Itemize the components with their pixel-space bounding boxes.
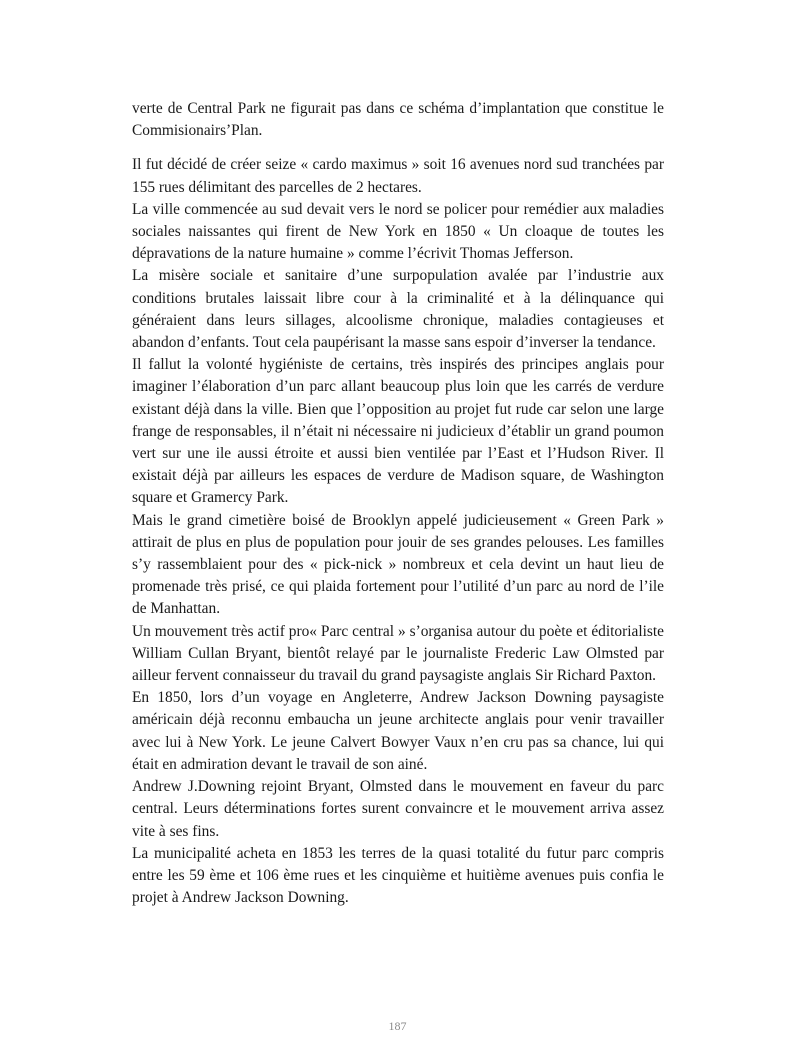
paragraph-6: Mais le grand cimetière boisé de Brooklyn appelé judicieusement « Green Park » attirait de plus en plus de population pour jouir de ses grandes pelouses. Les familles s’y rassemblaient pour des « pick-nick » nombreux et cela devint un haut lieu de promenade très prisé, ce qui plaida fortement pour l’utilité d’un parc au nord de l’ile de Manhattan.: [132, 511, 664, 618]
paragraph-1: verte de Central Park ne figurait pas dans ce schéma d’implantation que constitue le Commisionairs’Plan.: [132, 100, 664, 140]
paragraph-2: Il fut décidé de créer seize « cardo maximus » soit 16 avenues nord sud tranchées par 155 rues délimitant des parcelles de 2 hectares.: [132, 156, 664, 196]
page-number: 187: [388, 1019, 407, 1033]
paragraph-8: En 1850, lors d’un voyage en Angleterre, Andrew Jackson Downing paysagiste américain déjà reconnu embaucha un jeune architecte anglais pour venir travailler avec lui à New York. Le jeune Calvert Bowyer Vaux n’en cru pas sa chance, lui qui était en admiration devant le travail de son ainé.: [132, 689, 664, 773]
page-body: [132, 98, 664, 909]
paragraph-9: Andrew J.Downing rejoint Bryant, Olmsted dans le mouvement en faveur du parc central. Leurs déterminations fortes surent convaincre et le mouvement arriva assez vite à ses fins.: [132, 778, 664, 840]
paragraph-3: La ville commencée au sud devait vers le nord se policer pour remédier aux maladies sociales naissantes qui firent de New York en 1850 « Un cloaque de toutes les dépravations de la nature humaine » comme l’écrivit Thomas Jefferson.: [132, 200, 664, 263]
paragraph-7: Un mouvement très actif pro« Parc central » s’organisa autour du poète et éditorialiste William Cullan Bryant, bientôt relayé par le journaliste Frederic Law Olmsted par ailleur fervent connaisseur du travail du grand paysagiste anglais Sir Richard Paxton.: [132, 622, 664, 685]
paragraph-5: Il fallut la volonté hygiéniste de certains, très inspirés des principes anglais pour imaginer l’élaboration d’un parc allant beaucoup plus loin que les carrés de verdure existant déjà dans la ville. Bien que l’opposition au projet fut rude car selon une large frange de responsables, il n’était ni nécessaire ni judicieux d’établir un grand poumon vert sur une ile aussi étroite et aussi bien ventilée par l’East et l’Hudson River. Il existait déjà par ailleurs les espaces de verdure de Madison square, de Washington square et Gramercy Park.: [132, 356, 664, 507]
paragraph-4: La misère sociale et sanitaire d’une surpopulation avalée par l’industrie aux conditions brutales laissait libre cour à la criminalité et à la délinquance qui généraient dans leurs sillages, alcoolisme chronique, maladies contagieuses et abandon d’enfants. Tout cela paupérisant la masse sans espoir d’inverser la tendance.: [132, 267, 664, 352]
paragraph-10: La municipalité acheta en 1853 les terres de la quasi totalité du futur parc compris entre les 59 ème et 106 ème rues et les cinquième et huitième avenues puis confia le projet à Andrew Jackson Downing.: [132, 844, 664, 907]
